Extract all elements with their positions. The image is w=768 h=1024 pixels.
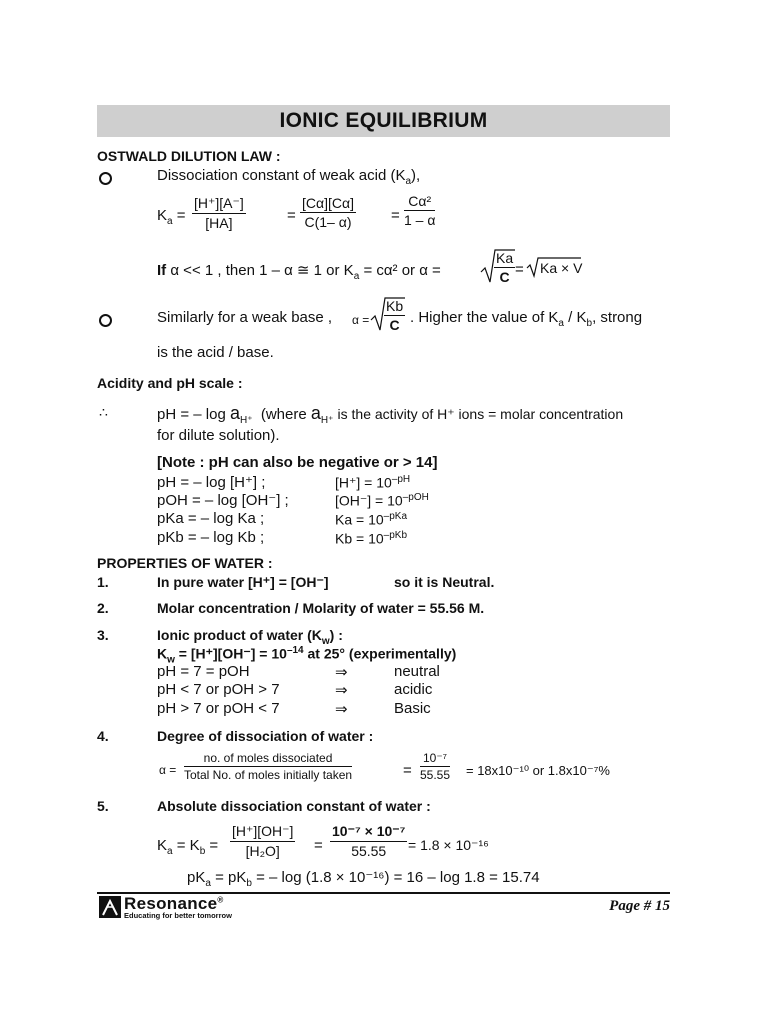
deg-result: = 18x10⁻¹⁰ or 1.8x10⁻⁷% bbox=[466, 763, 610, 778]
bullet-icon bbox=[99, 172, 112, 185]
ph-cond: pH = 7 = pOH bbox=[157, 663, 250, 680]
abs-lhs: $K_a = K_b$ = bbox=[157, 837, 219, 857]
ka-fraction-1: $\frac{[H^+][A^-]}{[HA]}$ bbox=[194, 195, 244, 231]
ph-row-right: $[OH^-] = 10^{-pOH}$ bbox=[335, 492, 429, 509]
implies-icon: ⇒ bbox=[335, 664, 348, 681]
ka-fraction-3: $\frac{\text{Cα²}}{1 - \alpha}$ bbox=[404, 193, 436, 228]
therefore-icon: ∴ bbox=[99, 404, 108, 420]
item-number: 4. bbox=[97, 728, 109, 744]
abs-fraction: $\frac{[H^+][OH^-]}{\text{[H₂O]}}$ bbox=[232, 823, 294, 859]
pk-line: $pK_a = pK_b$ = – log (1.8 × 10⁻¹⁶) = 16 – log 1.8 = 15.74 bbox=[187, 869, 540, 889]
brand-tagline: Educating for better tomorrow bbox=[124, 911, 232, 920]
eq-sign: = bbox=[287, 207, 296, 224]
ostwald-line1: Dissociation constant of weak acid $(K_a)$, bbox=[157, 167, 421, 187]
implies-icon: ⇒ bbox=[335, 682, 348, 699]
item-number: 3. bbox=[97, 627, 109, 643]
sqrt-fraction: $\frac{Ka}{C}$ bbox=[496, 250, 514, 285]
ph-cond: pH < 7 or pOH > 7 bbox=[157, 681, 280, 698]
ka-lhs: $K_a$ = bbox=[157, 207, 186, 227]
abs-fraction-2: $\frac{\text{10⁻⁷ × 10⁻⁷}}{55.55}$ bbox=[332, 823, 406, 859]
base-text-4: is the acid / base. bbox=[157, 344, 274, 361]
ph-result: neutral bbox=[394, 663, 440, 680]
item-text: Degree of dissociation of water : bbox=[157, 728, 374, 744]
item-number: 2. bbox=[97, 600, 109, 616]
implies-icon: ⇒ bbox=[335, 701, 348, 718]
ph-row-left: pOH = – log [OH⁻] ; bbox=[157, 492, 289, 509]
ostwald-heading: OSTWALD DILUTION LAW : bbox=[97, 148, 281, 164]
note: [Note : pH can also be negative or > 14] bbox=[157, 454, 438, 471]
item-text: Ionic product of water $(K_w)$ : bbox=[157, 627, 343, 647]
kw-line: $K_w = [H^+][OH^-] = 10^{-14}$ at 25° (experimentally) bbox=[157, 645, 457, 666]
item-text: Absolute dissociation constant of water : bbox=[157, 798, 431, 814]
base-text-2: . Higher the value of $K_a / K_b$, strong bbox=[410, 309, 643, 329]
page-title: IONIC EQUILIBRIUM bbox=[279, 109, 488, 132]
base-alpha: α = bbox=[352, 313, 370, 327]
acidity-heading: Acidity and pH scale : bbox=[97, 375, 243, 391]
base-sqrt-fraction: $\frac{Kb}{C}$ bbox=[386, 298, 404, 333]
abs-result: = 1.8 × 10⁻¹⁶ bbox=[408, 837, 489, 853]
deg-alpha: α = bbox=[159, 763, 177, 777]
eq-sign: = bbox=[314, 837, 323, 854]
eq-sign: = bbox=[403, 762, 412, 779]
ph-definition-cont: for dilute solution). bbox=[157, 427, 280, 444]
sqrt-ka-v: Ka × V bbox=[540, 260, 583, 276]
page-number: Page # 15 bbox=[609, 898, 670, 914]
ph-result: Basic bbox=[394, 700, 431, 717]
ph-result: acidic bbox=[394, 681, 433, 698]
item-extra: so it is Neutral. bbox=[394, 574, 495, 590]
ph-row-left: pKb = – log Kb ; bbox=[157, 529, 265, 546]
resonance-logo-icon bbox=[99, 896, 121, 918]
eq-sign: = bbox=[391, 207, 400, 224]
title-bar bbox=[97, 105, 670, 137]
ph-row-right: $[H^+] = 10^{-pH}$ bbox=[335, 474, 411, 491]
item-number: 5. bbox=[97, 798, 109, 814]
bullet-icon bbox=[99, 314, 112, 327]
water-heading: PROPERTIES OF WATER : bbox=[97, 555, 273, 571]
item-text: Molar concentration / Molarity of water = 55.56 M. bbox=[157, 600, 485, 616]
item-text: In pure water [H⁺] = [OH⁻] bbox=[157, 574, 329, 590]
ka-fraction-2: $\frac{[C\alpha][C\alpha]}{C(1- \alpha)}$ bbox=[302, 195, 354, 230]
condition-line: If α << 1 , then 1 – α ≅ 1 or $K_a = c\alpha^2$ or α = bbox=[157, 262, 441, 282]
ph-cond: pH > 7 or pOH < 7 bbox=[157, 700, 280, 717]
item-number: 1. bbox=[97, 574, 109, 590]
ph-row-left: pKa = – log Ka ; bbox=[157, 510, 265, 527]
deg-fraction: no. of moles dissociated Total No. of moles initially taken bbox=[184, 751, 353, 782]
ph-definition: pH = – $\log a_{H^+}$ (where $a_{H^+}$ is the activity of H⁺ ions = molar concentration bbox=[157, 403, 624, 426]
deg-fraction-2: $\frac{\text{10⁻⁷}}{55.55}$ bbox=[420, 751, 451, 782]
eq-sign: = bbox=[515, 261, 524, 278]
base-text-1: Similarly for a weak base , bbox=[157, 309, 333, 326]
ph-row-right: $Kb = 10^{-pKb}$ bbox=[335, 530, 408, 547]
ph-row-left: pH = – log [H⁺] ; bbox=[157, 474, 266, 491]
brand-name: Resonance® bbox=[124, 894, 224, 913]
ph-row-right: $Ka = 10^{-pKa}$ bbox=[335, 511, 408, 528]
